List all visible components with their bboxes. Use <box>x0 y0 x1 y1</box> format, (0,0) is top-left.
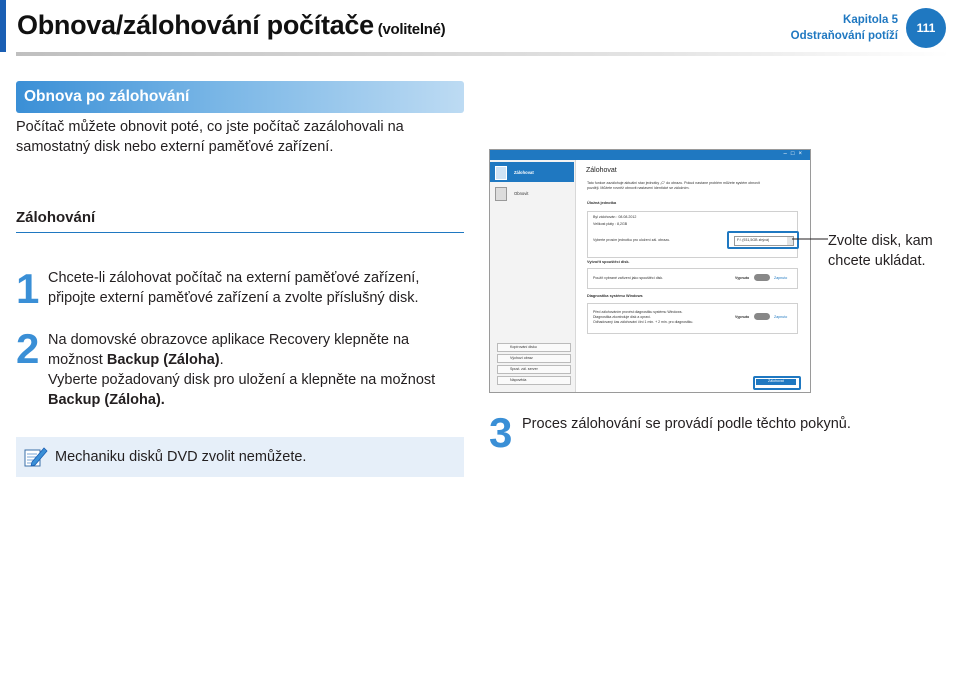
step-number: 3 <box>489 409 513 456</box>
boot-disk-toggle[interactable] <box>754 274 770 281</box>
step-line: připojte externí paměťové zařízení a zvolte příslušný disk. <box>48 290 419 306</box>
step-line <box>48 350 464 370</box>
diagnostics-line: Před zálohováním provést diagnostiku systému Windows. <box>593 310 683 314</box>
step-line: Na domovské obrazovce aplikace Recovery klepněte na <box>48 332 410 348</box>
toggle-off-label: Vypnuto <box>735 315 750 319</box>
description-line: Tato funkce zazálohuje aktuální stav jednotky „C“ do obrazu. Pokud nastane problém můžete systém obnovit <box>587 181 760 185</box>
toggle-on-label: Zapnuto <box>774 276 788 280</box>
select-drive-prompt: Vyberte prosím jednotku pro uložení zál. obrazu. <box>593 238 671 242</box>
required-space-text: Velikost pláty : 8,2GB <box>593 222 628 226</box>
diagnostics-group <box>587 303 798 334</box>
close-icon[interactable]: × <box>798 151 806 157</box>
step-line: Vyberte požadovaný disk pro uložení a klepněte na možnost <box>48 372 436 388</box>
sidebar-item-label: Zálohovat <box>514 170 534 175</box>
group-label: Vytvořit spouštěcí disk. <box>587 260 630 264</box>
drive-select[interactable]: F:\ (931,5GB zbývá) <box>734 236 794 246</box>
page-title-suffix: (volitelné) <box>377 21 446 38</box>
note-pencil-icon <box>22 444 48 470</box>
step-bold-text: Backup (Záloha) <box>106 352 220 368</box>
backup-icon <box>495 166 507 180</box>
intro-line: samostatný disk nebo externí paměťové zařízení. <box>16 139 334 155</box>
intro-paragraph <box>16 117 464 157</box>
callout-line-text: Zvolte disk, kam <box>828 233 933 249</box>
default-image-button[interactable]: Výchozí obraz <box>497 354 571 363</box>
step-text: . <box>219 352 224 368</box>
window-controls <box>784 151 806 157</box>
main-title: Zálohovat <box>586 167 617 174</box>
page-title <box>17 10 445 41</box>
step-line: Backup (Záloha). <box>48 392 165 408</box>
chapter-info <box>791 12 898 44</box>
chapter-name: Odstraňování potíží <box>790 30 898 42</box>
description-line: později. Můžete rovněž obnovit nastavení identické se záložním. <box>587 186 690 190</box>
restore-icon <box>495 187 507 201</box>
drive-highlight-box <box>727 231 799 249</box>
toggle-on-label: Zapnuto <box>774 315 788 319</box>
backup-button[interactable]: Zálohovat <box>756 379 796 385</box>
minimize-icon[interactable]: – <box>783 151 791 157</box>
step-text: možnost <box>48 352 107 368</box>
note-text: Mechaniku disků DVD zvolit nemůžete. <box>55 449 307 465</box>
subheading: Zálohování <box>16 209 96 226</box>
intro-line: Počítač můžete obnovit poté, co jste počítač zazálohovali na <box>16 119 404 135</box>
diagnostics-line: Diagnostika zkontroluje disk a opraví. <box>593 315 651 319</box>
boot-disk-group <box>587 268 798 289</box>
step-number: 1 <box>16 265 40 312</box>
step-3-text: Proces zálohování se provádí podle těchto pokynů. <box>522 416 851 432</box>
group-label: Úložná jednotka <box>587 201 617 205</box>
group-label: Diagnostika systému Windows <box>587 294 643 298</box>
step-2-text <box>48 330 464 410</box>
sidebar-item-backup[interactable] <box>490 162 574 182</box>
last-backup-text: Byl zálohován : 08.08.2012 <box>593 215 637 219</box>
window-title-bar <box>490 150 810 160</box>
title-rule <box>16 52 950 56</box>
toggle-off-label: Vypnuto <box>735 276 750 280</box>
disk-copy-button[interactable]: Kopírování disku <box>497 343 571 352</box>
recovery-app-screenshot <box>489 149 811 393</box>
step-1-text <box>48 268 464 308</box>
sidebar-item-label: Obnovit <box>514 191 529 196</box>
title-accent-bar <box>0 0 6 52</box>
boot-disk-text: Použít vybrané zařízení jako spouštěcí disk. <box>593 276 664 280</box>
help-button[interactable]: Nápověda <box>497 376 571 385</box>
callout-line <box>790 234 830 244</box>
subheading-rule <box>16 232 464 233</box>
step-number: 2 <box>16 325 40 372</box>
step-line: Chcete-li zálohovat počítač na externí paměťové zařízení, <box>48 270 420 286</box>
page-number-badge: 111 <box>906 8 946 48</box>
section-heading: Obnova po zálohování <box>24 88 190 105</box>
section-heading-bar <box>16 81 464 113</box>
callout-text <box>828 231 933 271</box>
diagnostics-toggle[interactable] <box>754 313 770 320</box>
backup-server-button[interactable]: Spust. zál. server <box>497 365 571 374</box>
diagnostics-line: Odhadovaný čas zálohování činí 1 min. + 2 min. pro diagnostiku. <box>593 320 694 324</box>
maximize-icon[interactable]: □ <box>790 151 799 157</box>
callout-line-text: chcete ukládat. <box>828 253 926 269</box>
chapter-label: Kapitola 5 <box>843 14 898 26</box>
page-title-text: Obnova/zálohování počítače <box>17 10 374 40</box>
app-sidebar <box>490 160 576 392</box>
sidebar-item-restore[interactable] <box>490 183 574 203</box>
